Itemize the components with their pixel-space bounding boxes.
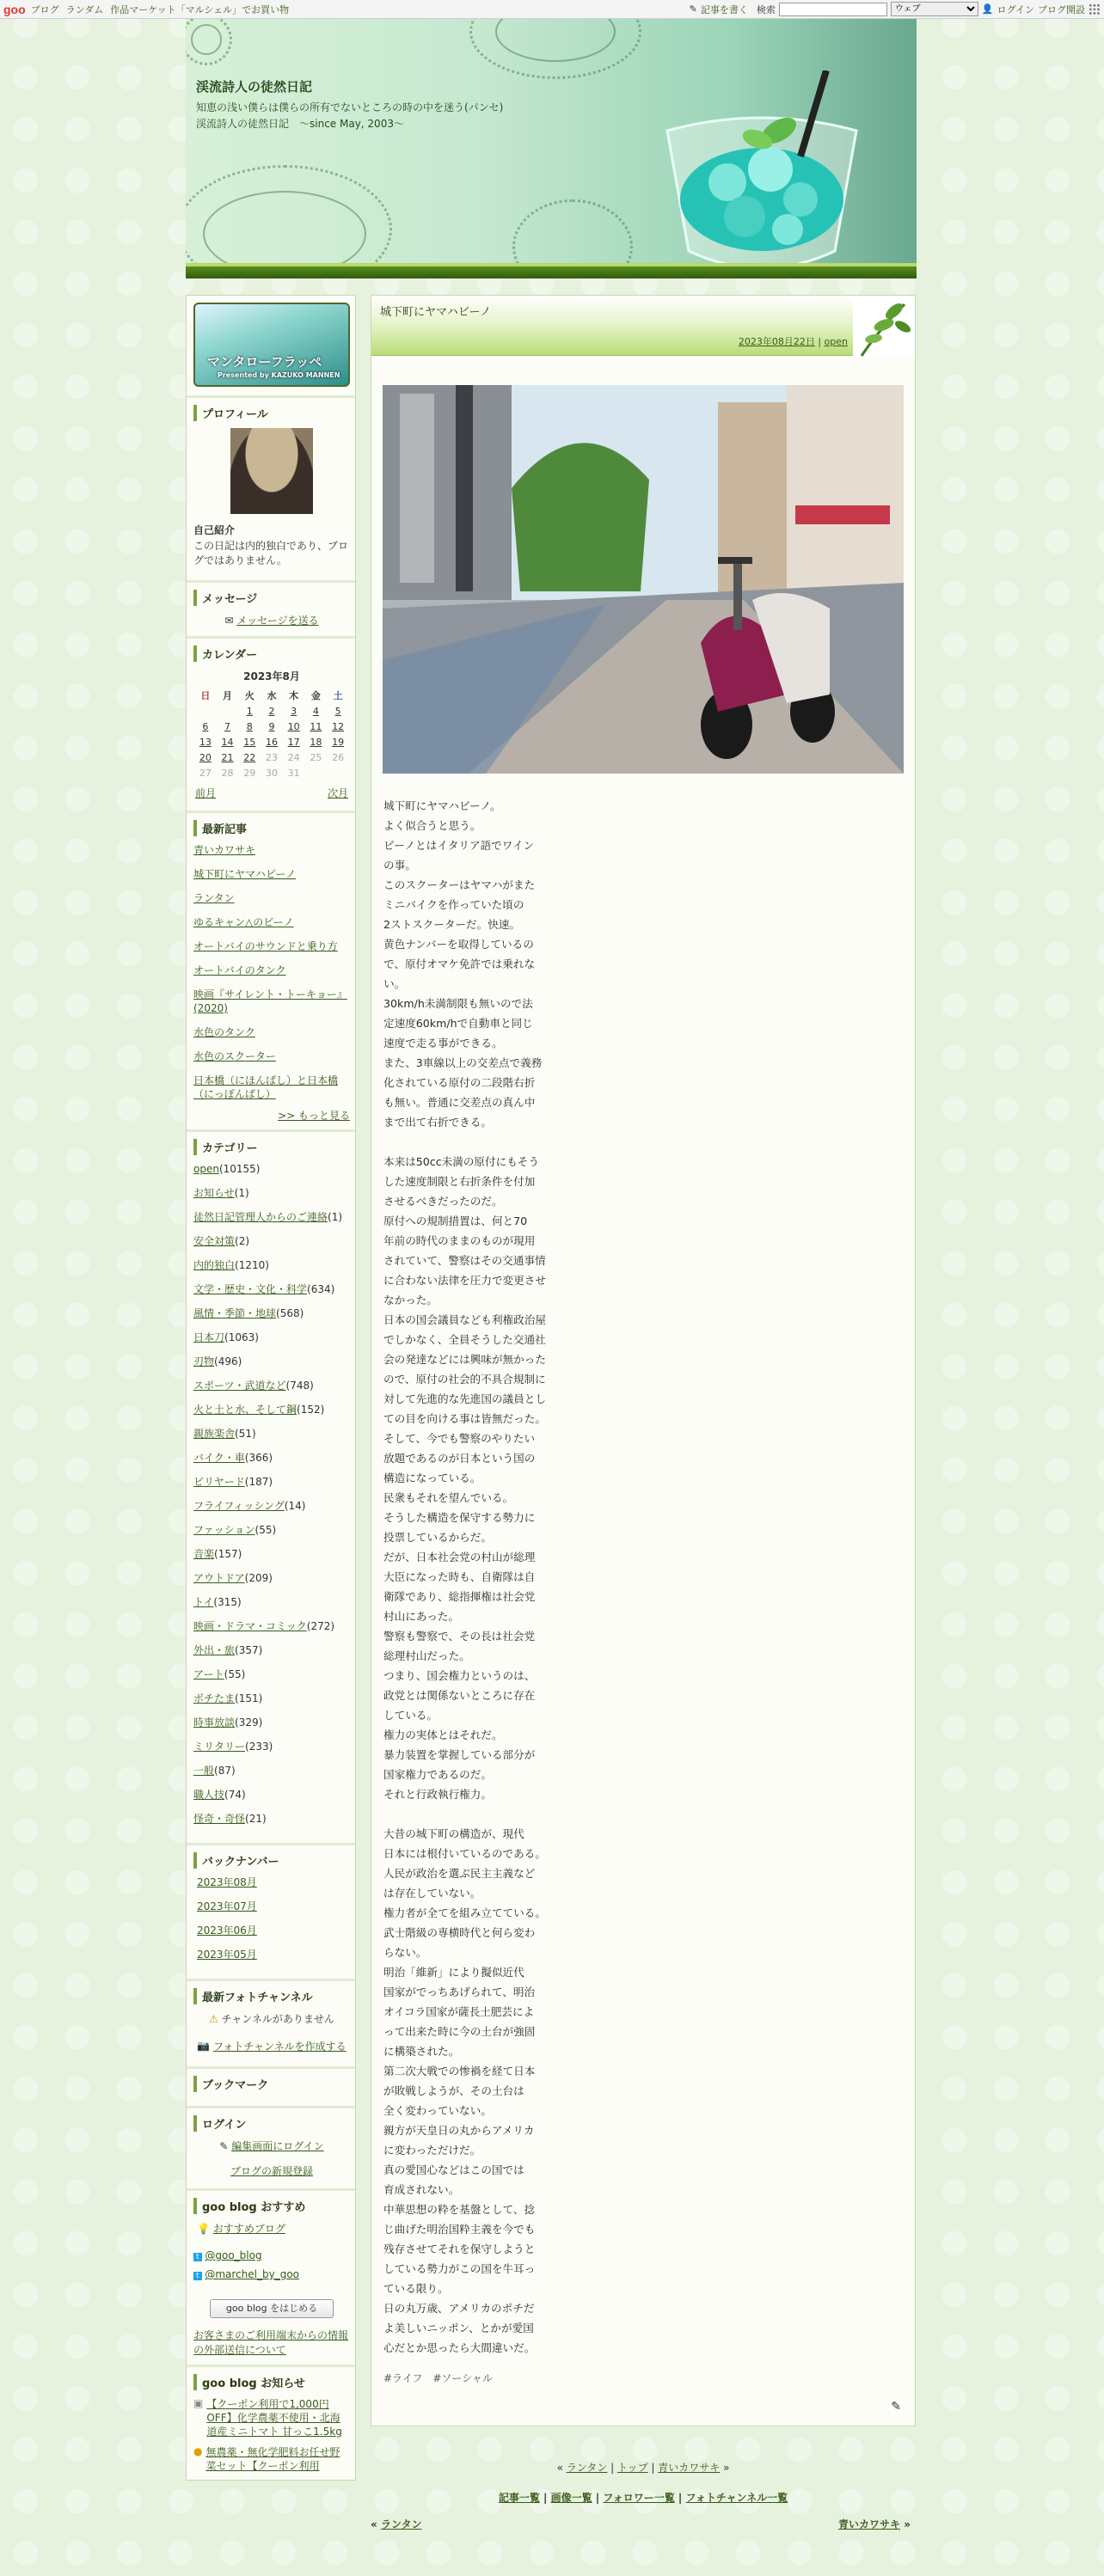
no-channel-text: チャンネルがありません: [221, 2013, 334, 2025]
profile-intro-label: 自己紹介: [193, 524, 236, 536]
category-link[interactable]: 徒然日記管理人からのご連絡: [193, 1211, 328, 1223]
category-count: (152): [297, 1404, 325, 1416]
category-link[interactable]: 音楽: [193, 1548, 215, 1560]
list-item: [193, 891, 350, 905]
next-entry-link[interactable]: 青いカワサキ: [658, 2462, 721, 2474]
list-item: [193, 1571, 350, 1585]
prev-entry-link[interactable]: ランタン: [566, 2462, 608, 2474]
image-list-link[interactable]: 画像一覧: [550, 2492, 592, 2504]
category-count: (496): [214, 1355, 242, 1368]
backnumber-list: [193, 1875, 350, 1961]
category-link[interactable]: フライフィッシング: [193, 1500, 285, 1512]
create-photo-channel-link[interactable]: フォトチャンネルを作成する: [212, 2041, 347, 2053]
calendar-weekday: 月: [223, 689, 233, 701]
sidebar: [186, 295, 356, 2481]
list-item: [193, 1258, 350, 1272]
list-item: [193, 1740, 350, 1753]
entry-tags[interactable]: #ライフ #ソーシャル: [383, 2372, 493, 2384]
list-item: [193, 988, 350, 1015]
site-description: 知恵の浅い僕らは僕らの所有でないところの時の中を迷う(パンセ) 渓流詩人の徒然日記 ～since May, 2003～: [196, 101, 514, 130]
calendar-day[interactable]: 10: [287, 720, 300, 732]
category-link[interactable]: ミリタリー: [193, 1741, 246, 1753]
category-link[interactable]: 映画・ドラマ・コミック: [193, 1620, 307, 1632]
entry-photo-scooter[interactable]: [383, 385, 904, 774]
category-heading: カテゴリー: [193, 1139, 350, 1155]
osusume-section: [187, 2188, 355, 2365]
entry-pager: « ランタン | トップ | 青いカワサキ »: [556, 2462, 730, 2474]
category-link[interactable]: 火と土と水、そして鋼: [193, 1404, 297, 1416]
category-count: (357): [235, 1644, 263, 1656]
category-link[interactable]: 一般: [193, 1765, 215, 1777]
list-item: [197, 1900, 350, 1913]
list-item: [193, 1595, 350, 1609]
site-title[interactable]: 渓流詩人の徒然日記: [196, 79, 313, 95]
chevron-right-icon: »: [904, 2518, 911, 2530]
calendar-day[interactable]: 20: [199, 751, 212, 763]
calendar-day[interactable]: 5: [334, 705, 341, 717]
backnumber-section: [187, 1843, 355, 1979]
calendar-day[interactable]: 6: [202, 720, 209, 732]
profile-heading: プロフィール: [193, 405, 350, 421]
message-section: [187, 580, 355, 636]
twitter-icon: t: [193, 2272, 202, 2280]
calendar-day: [194, 703, 217, 719]
recommended-blog-link[interactable]: おすすめブログ: [212, 2223, 285, 2235]
bookmark-section: [187, 2066, 355, 2106]
category-count: (329): [235, 1716, 263, 1729]
news-heading: goo blog お知らせ: [193, 2374, 350, 2390]
category-count: (1): [234, 1187, 249, 1199]
calendar-weekday: 土: [333, 689, 343, 701]
list-item: [193, 843, 350, 857]
photo-channel-heading: 最新フォトチャンネル: [193, 1988, 350, 2004]
calendar-weekday: 木: [289, 689, 299, 701]
bookmark-heading: ブックマーク: [193, 2076, 350, 2092]
calendar-day[interactable]: 4: [312, 705, 319, 717]
login-heading: ログイン: [193, 2115, 350, 2132]
apps-grid-icon[interactable]: [1089, 3, 1101, 15]
list-item: [193, 939, 350, 953]
category-count: (157): [214, 1548, 242, 1560]
backnumber-heading: バックナンバー: [193, 1852, 350, 1869]
category-link[interactable]: ファッション: [193, 1524, 255, 1536]
list-item: [193, 867, 350, 881]
category-count: (51): [235, 1428, 256, 1440]
calendar-day[interactable]: 9: [268, 720, 275, 732]
list-item: [193, 1282, 350, 1296]
external-info-link[interactable]: お客さまのご利用端末からの情報の外部送信について: [193, 2329, 349, 2356]
list-item: [193, 1788, 350, 1802]
calendar-day: [217, 703, 239, 719]
search-label: 検索: [756, 3, 776, 15]
calendar-day: [305, 765, 328, 780]
list-item: [193, 1379, 350, 1392]
category-count: (272): [306, 1620, 335, 1632]
profile-intro-text: この日記は内的独白であり、ブログではありません。: [193, 540, 349, 566]
list-item: [193, 1162, 350, 1176]
write-article-link[interactable]: 記事を書く: [700, 3, 748, 15]
news-item-2[interactable]: 無農薬・無化学肥料お任せ野菜セット【クーポン利用: [205, 2446, 340, 2472]
leaf-icon: [853, 296, 915, 358]
login-section: [187, 2106, 355, 2188]
message-heading: メッセージ: [193, 590, 350, 606]
list-item: [193, 915, 350, 929]
profile-avatar: [230, 428, 313, 514]
list-item: [193, 1306, 350, 1320]
category-count: (748): [285, 1380, 314, 1392]
chevron-left-icon: «: [556, 2462, 563, 2474]
topbar-link-random[interactable]: ランダム: [65, 3, 104, 15]
frappe-glass-illustration: [650, 70, 874, 277]
category-count: (87): [214, 1765, 236, 1777]
calendar-day: 30: [265, 767, 278, 779]
category-link[interactable]: 日本刀: [193, 1331, 225, 1343]
recent-post-link[interactable]: オートバイのタンク: [193, 964, 286, 976]
banner-title: マンタローフラッペ: [207, 354, 322, 370]
list-item: [193, 1475, 350, 1489]
calendar-day[interactable]: 17: [287, 736, 300, 748]
osusume-heading: goo blog おすすめ: [193, 2198, 350, 2214]
calendar-day: 27: [199, 767, 212, 779]
category-link[interactable]: ボチたま: [193, 1692, 236, 1704]
calendar-heading: カレンダー: [193, 646, 350, 662]
category-link[interactable]: 時事放談: [193, 1716, 236, 1729]
more-posts-link[interactable]: >> もっと見る: [278, 1110, 350, 1122]
category-link[interactable]: スポーツ・武道など: [193, 1380, 286, 1392]
calendar-day: 28: [221, 767, 234, 779]
recent-post-link[interactable]: 水色のスクーター: [193, 1050, 277, 1062]
recent-posts-section: [187, 811, 355, 1129]
bullet-icon: ●: [193, 2445, 203, 2457]
category-count: (568): [276, 1307, 304, 1319]
goo-logo[interactable]: goo: [3, 2, 26, 16]
calendar-day[interactable]: 11: [310, 720, 322, 732]
calendar-day[interactable]: 3: [291, 705, 297, 717]
send-message-link[interactable]: メッセージを送る: [236, 615, 319, 627]
list-item: [193, 1025, 350, 1039]
banner-subtitle: Presented by KAZUKO MANNEN: [218, 371, 340, 379]
entry-meta: [739, 334, 848, 348]
recent-post-link[interactable]: 日本橋（にほんばし）と日本橋（にっぽんばし）: [193, 1074, 339, 1100]
backnumber-link[interactable]: 2023年05月: [197, 1949, 257, 1961]
list-item: [193, 1074, 350, 1101]
open-blog-link[interactable]: ブログ開設: [1038, 3, 1085, 15]
entry-body-text: 城下町にヤマハビーノ。 よく似合うと思う。 ビーノとはイタリア語でワイン の事。 このスクーターはヤマハがまた ミニバイクを作っていた頃の 2ストスクーターだ。快速。 黄色ナンバーを取得しているの で、原付オマケ免許では乗れな い。 30km/h未満制限も無いので法 定速度60km/hで自動車と同じ 速度で走る事ができる。 また、3車線以上の交差点で義務 化されている原付の二段階右折 も無い。普通に交差点の真ん中 まで出て右折できる。 本来は50cc未満の原付にもそう した速度制限と右折条件を付加 させるべきだったのだ。 原付への規制措置は、何と70 年前の時代のままのものが現用 されていて、警察はその交通事情 に合わない法律を圧力で変更させ なかった。 日本の国会議員なども利権政治屋 でしかなく、全員そうした交通社 会の発達などには興味が無かった ので、原付の社会的不具合規制に 対して先進的な先進国の議員とし ての目を向ける事は皆無だった。 そして、今でも警察のやりたい 放題であるのが日本という国の 構造になっている。 民衆もそれを望んでいる。 そうした構造を保守する勢力に 投票しているからだ。 だが、日本社会党の村山が総理 大臣になった時も、自衛隊は自 衛隊であり、総指揮権は社会党 村山にあった。 警察も警察で、その長は社会党 総理村山だった。 つまり、国会権力というのは、 政党とは関係ないところに存在 している。 権力の実体とはそれだ。 暴力装置を掌握している部分が 国家権力であるのだ。 それと行政執行権力。 大昔の城下町の構造が、現代 日本には根付いているのである。 人民が政治を選ぶ民主主義など は存在していない。 権力者が全てを組み立てている。 武士階級の専横時代と何ら変わ らない。 明治「維新」により擬似近代 国家がでっちあげられて、明治 オイコラ国家が薩長土肥芸によ って出来た時に今の土台が強固 に構築された。 第二次大戦での惨禍を経て日本 が敗戦しようが、その土台は 全く変わっていない。 親方が天皇日の丸からアメリカ に変わっただけだ。 真の愛国心などはこの国では 育成されない。 中華思想の粋を基盤として、捻 じ曲げた明治国粋主義を今でも 残存させてそれを保守しようと している勢力がこの国を牛耳っ ている限り。 日の丸万歳、アメリカのポチだ よ美しいニッポン、とかが愛国 心だとか思ったら大間違いだ。: [383, 799, 546, 2354]
calendar-day: 29: [243, 767, 256, 779]
recent-post-link[interactable]: ランタン: [193, 892, 235, 904]
calendar-table: [194, 687, 349, 780]
top-link[interactable]: トップ: [616, 2462, 648, 2474]
category-section: [187, 1129, 355, 1843]
category-count: (10155): [218, 1163, 261, 1175]
calendar-day: 24: [287, 751, 300, 763]
category-count: (315): [213, 1596, 242, 1608]
entry-header: [371, 296, 915, 356]
list-item: [193, 1692, 350, 1705]
list-item: [193, 1547, 350, 1561]
bottom-next-link[interactable]: 青いカワサキ: [838, 2518, 901, 2530]
category-link[interactable]: 怪奇・奇怪: [193, 1813, 246, 1825]
calendar-weekday: 水: [267, 689, 277, 701]
recent-posts-list: [193, 843, 350, 1101]
category-link[interactable]: 文学・歴史・文化・科学: [193, 1283, 308, 1295]
category-link[interactable]: 職人技: [193, 1789, 225, 1801]
category-link[interactable]: ビリヤード: [193, 1476, 245, 1488]
category-count: (209): [244, 1572, 273, 1584]
category-count: (151): [235, 1692, 263, 1704]
news-item-1[interactable]: 【クーポン利用で1,000円OFF】化学農薬不使用・北海道産ミニトマト 甘っこ1.5kg: [206, 2398, 342, 2438]
calendar-day[interactable]: 15: [243, 736, 256, 748]
category-link[interactable]: 内的独白: [193, 1259, 236, 1271]
camera-icon: 📷: [197, 2040, 210, 2052]
recent-post-link[interactable]: 映画『サイレント・トーキョー』(2020): [193, 988, 347, 1014]
twitter-marchel-link[interactable]: @marchel_by_goo: [205, 2268, 300, 2280]
list-item: [193, 964, 350, 977]
category-link[interactable]: 安全対策: [193, 1235, 236, 1247]
recent-post-link[interactable]: オートバイのサウンドと乗り方: [193, 940, 338, 952]
twitter-goo-blog-link[interactable]: @goo_blog: [205, 2249, 262, 2261]
list-item: [197, 1924, 350, 1937]
category-link[interactable]: バイク・車: [193, 1452, 245, 1464]
list-links: 記事一覧 | 画像一覧 | フォロワー一覧 | フォトチャンネル一覧: [498, 2492, 788, 2504]
bottom-prev-link[interactable]: ランタン: [380, 2518, 422, 2530]
category-link[interactable]: トイ: [193, 1596, 214, 1608]
topbar-link-marchel[interactable]: 作品マーケット「マルシェル」でお買い物: [110, 3, 290, 15]
category-link[interactable]: アウトドア: [193, 1572, 245, 1584]
category-count: (21): [245, 1813, 267, 1825]
warning-icon: ⚠: [209, 2013, 218, 2025]
entry-date-link[interactable]: 2023年08月22日: [738, 336, 815, 347]
list-item: [193, 1619, 350, 1633]
list-item: [193, 1403, 350, 1416]
news-section: [187, 2365, 355, 2480]
photo-channel-list-link[interactable]: フォトチャンネル一覧: [685, 2492, 788, 2504]
recent-post-link[interactable]: ゆるキャン△のビーノ: [193, 916, 294, 928]
profile-section: [187, 395, 355, 580]
list-item: [197, 1948, 350, 1961]
list-item: [193, 1812, 350, 1826]
category-link[interactable]: 外出・旅: [193, 1644, 236, 1656]
lace-decoration: [191, 24, 222, 55]
entry-main: [371, 295, 916, 2426]
category-count: (366): [244, 1452, 273, 1464]
list-item: [193, 1049, 350, 1063]
twitter-icon: t: [193, 2253, 202, 2261]
bottom-prev: [371, 2517, 421, 2531]
list-item: [193, 1210, 350, 1224]
calendar-month: 2023年8月: [243, 670, 300, 682]
backnumber-link[interactable]: 2023年08月: [197, 1876, 257, 1888]
calendar-day: [327, 765, 349, 780]
category-count: (2): [235, 1235, 250, 1247]
category-link[interactable]: 風情・季節・地球: [193, 1307, 277, 1319]
recent-post-link[interactable]: 城下町にヤマハビーノ: [193, 868, 297, 880]
list-item: [193, 1234, 350, 1248]
start-goo-blog-button[interactable]: goo blog をはじめる: [210, 2299, 334, 2318]
follower-list-link[interactable]: フォロワー一覧: [603, 2492, 675, 2504]
sidebar-banner-section: [187, 296, 355, 395]
entry-category-link[interactable]: open: [824, 336, 848, 347]
calendar-day: 26: [332, 751, 345, 763]
photo-channel-section: [187, 1979, 355, 2066]
list-item: [193, 1355, 350, 1368]
calendar-weekday: 火: [244, 689, 255, 701]
category-count: (1210): [235, 1259, 269, 1271]
category-count: (634): [307, 1283, 335, 1295]
calendar-next-link[interactable]: 次月: [327, 787, 348, 799]
list-item: [193, 1451, 350, 1465]
envelope-icon: ✉: [224, 615, 234, 627]
list-item: [193, 1643, 350, 1657]
list-item: [193, 1186, 350, 1200]
search-scope-select[interactable]: [891, 2, 978, 16]
blog-header: [186, 19, 917, 278]
recent-post-link[interactable]: 水色のタンク: [193, 1026, 255, 1038]
calendar-day[interactable]: 8: [246, 720, 253, 732]
category-link[interactable]: お知らせ: [193, 1187, 235, 1199]
backnumber-link[interactable]: 2023年06月: [197, 1924, 257, 1937]
category-count: (1063): [224, 1331, 259, 1343]
category-link[interactable]: 親族楽舎: [193, 1428, 236, 1440]
list-item: [193, 1667, 350, 1681]
list-item: [193, 1764, 350, 1778]
list-item: [193, 1716, 350, 1729]
list-item: [193, 1499, 350, 1513]
category-link[interactable]: アート: [193, 1668, 224, 1680]
list-item: [197, 1875, 350, 1889]
pencil-icon: ✎: [689, 3, 697, 15]
calendar-day: 23: [265, 751, 278, 763]
category-link[interactable]: open: [193, 1163, 219, 1175]
calendar-day[interactable]: 14: [221, 736, 234, 748]
category-count: (14): [284, 1500, 306, 1512]
pencil-icon: ✎: [219, 2140, 229, 2152]
header-band: [186, 266, 917, 278]
calendar-day[interactable]: 7: [224, 720, 231, 732]
recent-post-link[interactable]: 青いカワサキ: [193, 844, 256, 856]
backnumber-link[interactable]: 2023年07月: [197, 1900, 257, 1912]
recent-posts-heading: 最新記事: [193, 820, 350, 836]
calendar-day[interactable]: 16: [265, 736, 278, 748]
blog-register-link[interactable]: ブログの新規登録: [230, 2165, 313, 2177]
category-count: (1): [328, 1211, 343, 1223]
search-input[interactable]: [779, 3, 887, 16]
calendar-weekday: 日: [200, 689, 211, 701]
calendar-weekday: 金: [310, 689, 321, 701]
edit-login-link[interactable]: 編集画面にログイン: [231, 2140, 324, 2152]
calendar-day[interactable]: 22: [243, 751, 256, 763]
calendar-day[interactable]: 18: [310, 736, 322, 748]
topbar-link-blog[interactable]: ブログ: [30, 3, 59, 15]
calendar-day[interactable]: 21: [221, 751, 234, 763]
calendar-day[interactable]: 12: [332, 720, 345, 732]
category-link[interactable]: 刃物: [193, 1355, 215, 1368]
calendar-day[interactable]: 2: [268, 705, 275, 717]
entry-title[interactable]: 城下町にヤマハビーノ: [380, 306, 492, 319]
chevron-right-icon: »: [723, 2462, 730, 2474]
bottom-next: [838, 2517, 911, 2531]
calendar-day[interactable]: 1: [246, 705, 253, 717]
category-count: (187): [244, 1476, 273, 1488]
category-count: (74): [224, 1789, 246, 1801]
calendar-day[interactable]: 13: [199, 736, 212, 748]
calendar-day: 25: [310, 751, 322, 763]
category-count: (233): [245, 1741, 273, 1753]
category-count: (55): [255, 1524, 277, 1536]
bulb-icon: 💡: [197, 2223, 210, 2235]
calendar-prev-link[interactable]: 前月: [195, 787, 217, 799]
list-item: [193, 1523, 350, 1537]
category-count: (55): [224, 1668, 246, 1680]
user-icon: 👤: [981, 3, 994, 15]
calendar-section: [187, 636, 355, 811]
article-list-link[interactable]: 記事一覧: [498, 2492, 540, 2504]
category-list: [193, 1162, 350, 1826]
calendar-day[interactable]: 19: [332, 736, 345, 748]
list-item: [193, 1331, 350, 1344]
global-topbar: [0, 0, 1104, 19]
calendar-day: 31: [287, 767, 300, 779]
edit-pen-icon[interactable]: ✎: [891, 2400, 901, 2414]
chevron-left-icon: «: [371, 2518, 377, 2530]
login-link[interactable]: ログイン: [997, 3, 1034, 15]
topbar-right: [690, 2, 1101, 16]
sidebar-banner[interactable]: [193, 303, 350, 387]
bullet-icon: ▣: [193, 2397, 204, 2409]
entry-meta-separator: |: [814, 336, 825, 347]
list-item: [193, 1427, 350, 1441]
